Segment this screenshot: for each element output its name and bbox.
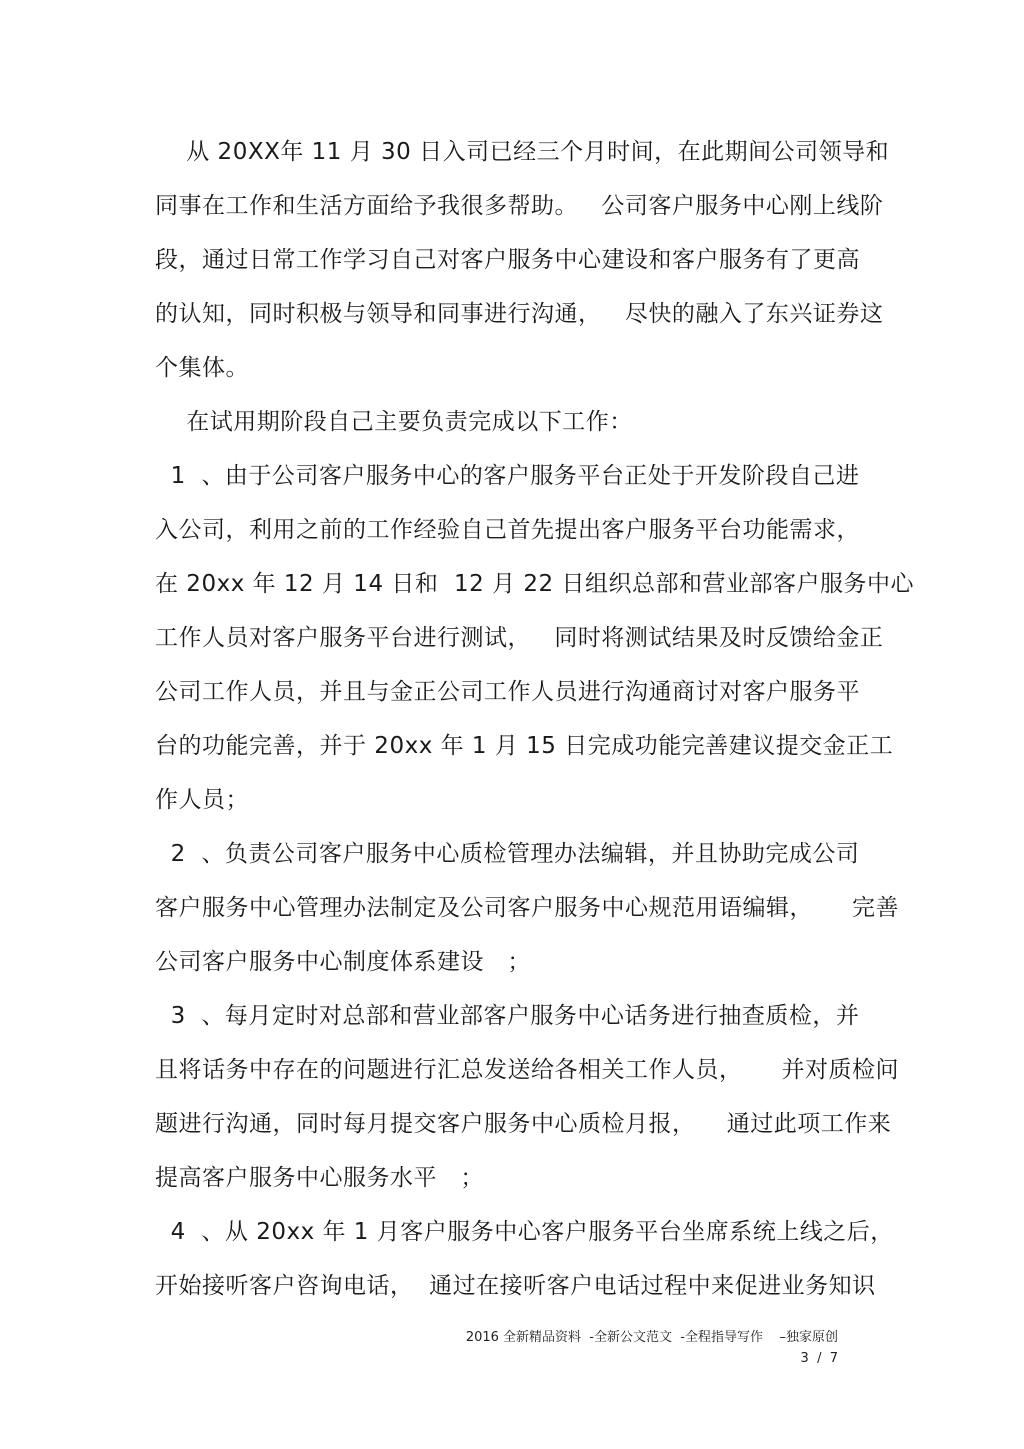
body-text-line: 4 、从 20xx 年 1 月客户服务中心客户服务平台坐席系统上线之后， <box>155 1219 894 1245</box>
body-text-line: 的认知，同时积极与领导和同事进行沟通， 尽快的融入了东兴证券这 <box>155 301 884 327</box>
body-text-line: 个集体。 <box>155 355 249 381</box>
body-text-line: 公司工作人员，并且与金正公司工作人员进行沟通商讨对客户服务平 <box>155 679 860 705</box>
body-text-line: 在 20xx 年 12 月 14 日和 12 月 22 日组织总部和营业部客户服务中心 <box>155 571 914 597</box>
body-text-line: 台的功能完善，并于 20xx 年 1 月 15 日完成功能完善建议提交金正工 <box>155 733 894 759</box>
body-text-line: 入公司，利用之前的工作经验自己首先提出客户服务平台功能需求， <box>155 517 860 543</box>
body-text-line: 公司客户服务中心制度体系建设 ； <box>155 949 531 975</box>
page-number: 3 / 7 <box>800 1351 838 1366</box>
body-text-line: 段，通过日常工作学习自己对客户服务中心建设和客户服务有了更高 <box>155 247 860 273</box>
footer-text: 2016 全新精品资料 -全新公文范文 -全程指导写作 –独家原创 <box>465 1330 838 1345</box>
body-text-line: 开始接听客户咨询电话， 通过在接听客户电话过程中来促进业务知识 <box>155 1273 876 1299</box>
body-text-line: 作人员； <box>155 787 249 813</box>
body-text-line: 2 、负责公司客户服务中心质检管理办法编辑，并且协助完成公司 <box>155 841 860 867</box>
body-text-line: 在试用期阶段自己主要负责完成以下工作： <box>155 409 633 435</box>
body-text-line: 客户服务中心管理办法制定及公司客户服务中心规范用语编辑， 完善 <box>155 895 900 921</box>
body-text-line: 从 20XX年 11 月 30 日入司已经三个月时间，在此期间公司领导和 <box>155 139 890 165</box>
body-text-line: 3 、每月定时对总部和营业部客户服务中心话务进行抽查质检，并 <box>155 1003 860 1029</box>
body-text-line: 1 、由于公司客户服务中心的客户服务平台正处于开发阶段自己进 <box>155 463 860 489</box>
body-text-line: 提高客户服务中心服务水平 ； <box>155 1165 484 1191</box>
body-text-line: 同事在工作和生活方面给予我很多帮助。 公司客户服务中心刚上线阶 <box>155 193 884 219</box>
body-text-line: 且将话务中存在的问题进行汇总发送给各相关工作人员， 并对质检问 <box>155 1057 900 1083</box>
body-text-line: 题进行沟通，同时每月提交客户服务中心质检月报， 通过此项工作来 <box>155 1111 892 1137</box>
body-text-line: 工作人员对客户服务平台进行测试， 同时将测试结果及时反馈给金正 <box>155 625 884 651</box>
